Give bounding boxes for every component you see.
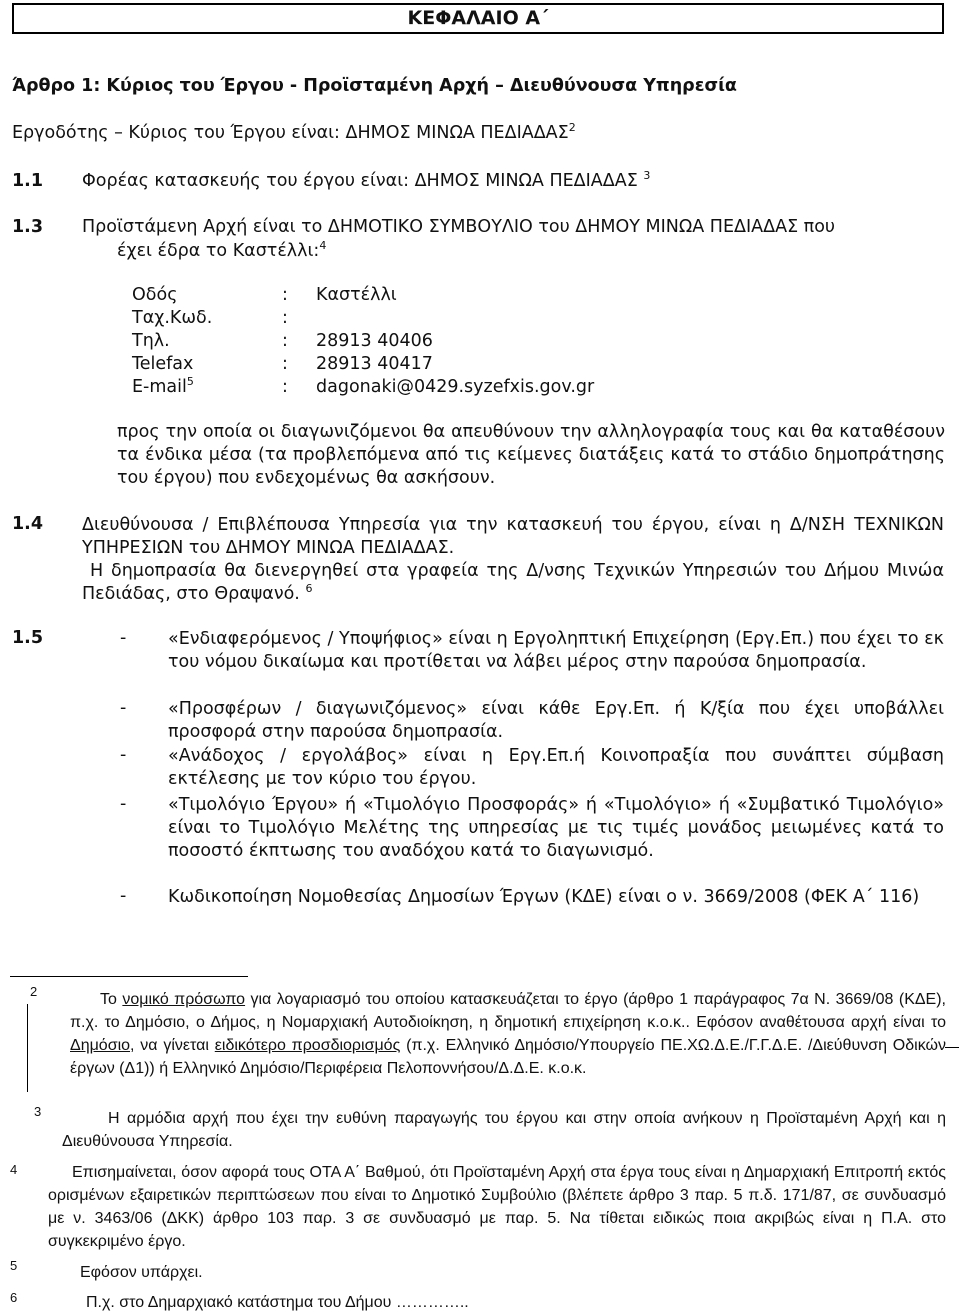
address-colon: : (282, 308, 288, 328)
footnote-ref-2[interactable]: 2 (568, 121, 576, 134)
legal-entity-link[interactable]: νομικό πρόσωπο (122, 991, 246, 1008)
section-1-1-text (82, 171, 650, 191)
section-1-4-text2 (82, 560, 944, 606)
footnote-number-3: 3 (34, 1104, 42, 1119)
footnote-ref-4[interactable]: 4 (319, 239, 327, 252)
specific-designation-link[interactable]: ειδικότερο προσδιορισμός (214, 1037, 401, 1054)
list-dash: - (120, 628, 127, 648)
address-value: 28913 40417 (316, 354, 433, 374)
footnote-number-2: 2 (30, 984, 38, 999)
footnote-6: Π.χ. στο Δημαρχιακό κατάστημα του Δήμου ………….. (86, 1294, 469, 1311)
state-link[interactable]: Δημόσιο (70, 1037, 131, 1054)
footnote-2-text: για λογαριασμό του οποίου κατασκευάζεται το έργο (άρθρο 1 παράγραφος 7α Ν. 3669/08 (ΚΔΕ), π.χ. το Δημόσιο, ο Δήμος, η Νομαρχιακή Αυτοδιοίκηση, η δημοτική επιχείρηση κ.ο.κ.. Εφόσον αναθέτουσα αρχή είναι το (70, 991, 947, 1031)
correspondence-paragraph: προς την οποία οι διαγωνιζόμενοι θα απευθύνουν την αλληλογραφία τους και θα καταθέσουν τα ένδικα μέσα (τα προβλεπόμενα από τις κείμενες διατάξεις κατά το στάδιο δημοπράτησης του έργου) που ενδεχομένως θα ασκήσουν. (117, 422, 945, 488)
email-value[interactable]: dagonaki@0429.syzefxis.gov.gr (316, 377, 595, 397)
address-colon: : (282, 331, 288, 351)
employer-line (12, 123, 576, 143)
address-colon: : (282, 285, 288, 305)
definition-item: Κωδικοποίηση Νομοθεσίας Δημοσίων Έργων (ΚΔΕ) είναι ο ν. 3669/2008 (ΦΕΚ Α΄ 116) (168, 887, 920, 907)
address-value: 28913 40406 (316, 331, 433, 351)
address-key: Telefax (132, 354, 194, 374)
section-1-1-body: Φορέας κατασκευής του έργου είναι: ΔΗΜΟΣ ΜΙΝΩΑ ΠΕΔΙΑΔΑΣ (82, 171, 644, 191)
article-title: Άρθρο 1: Κύριος του Έργου - Προϊσταμένη Αρχή – Διευθύνουσα Υπηρεσία (12, 76, 737, 96)
footnote-ref-6[interactable]: 6 (305, 582, 313, 595)
section-number-1-1: 1.1 (12, 171, 44, 191)
footnote-2-text: (π.χ. Ελληνικό Δημόσιο/Υπουργείο ΠΕ.ΧΩ.Δ.Ε./Γ.Γ.Δ.Ε. /Διεύθυνση Οδικών έργων (Δ1)) ή Ελληνικό Δημόσιο/Περιφέρεια Πελοποννήσου/Δ.Δ.Ε. κ.ο.κ. (70, 1037, 946, 1077)
definition-item: «Τιμολόγιο Έργου» ή «Τιμολόγιο Προσφοράς» ή «Τιμολόγιο» ή «Συμβατικό Τιμολόγιο» είναι το Τιμολόγιο Μελέτης της υπηρεσίας με τις τιμές μονάδος μειωμένες κατά το ποσοστό έκπτωσης του αναδόχου κατά το διαγωνισμό. (168, 795, 944, 861)
address-key: Οδός (132, 285, 178, 305)
list-dash: - (120, 794, 127, 814)
list-dash: - (120, 886, 127, 906)
address-value: Καστέλλι (316, 285, 397, 305)
address-key: Ταχ.Κωδ. (132, 308, 213, 328)
section-1-3-line1: Προϊστάμενη Αρχή είναι το ΔΗΜΟΤΙΚΟ ΣΥΜΒΟΥΛΙΟ του ΔΗΜΟΥ ΜΙΝΩΑ ΠΕΔΙΑΔΑΣ που (82, 217, 836, 237)
section-1-3-line2 (117, 241, 326, 261)
list-dash: - (120, 745, 127, 765)
section-1-4-text: Διευθύνουσα / Επιβλέπουσα Υπηρεσία για την κατασκευή του έργου, είναι η Δ/ΝΣΗ ΤΕΧΝΙΚΩΝ ΥΠΗΡΕΣΙΩΝ του ΔΗΜΟΥ ΜΙΝΩΑ ΠΕΔΙΑΔΑΣ. (82, 515, 944, 558)
definition-item: «Ανάδοχος / εργολάβος» είναι η Εργ.Επ.ή Κοινοπραξία που συνάπτει σύμβαση εκτέλεσης με τον κύριο του έργου. (168, 746, 944, 789)
address-colon: : (282, 377, 288, 397)
footnote-2-text: , να γίνεται (130, 1037, 215, 1054)
definition-item: «Ενδιαφερόμενος / Υποψήφιος» είναι η Εργοληπτική Επιχείρηση (Εργ.Επ.) που έχει το εκ του νόμου δικαίωμα και προτίθεται να λάβει μέρος στην παρούσα δημοπρασία. (168, 629, 944, 672)
address-key: Τηλ. (132, 331, 170, 351)
footnote-number-4: 4 (10, 1162, 18, 1177)
footnote-2 (70, 988, 946, 1080)
address-colon: : (282, 354, 288, 374)
address-key: E-mail$^5$ (132, 375, 194, 397)
section-number-1-5: 1.5 (12, 628, 44, 648)
footnote-5: Εφόσον υπάρχει. (80, 1264, 203, 1281)
footnote-margin-rule (945, 1047, 959, 1048)
section-1-3-line2-text: έχει έδρα το Καστέλλι: (117, 241, 320, 261)
footnote-2-text: Το (100, 991, 123, 1008)
footnote-3: Η αρμόδια αρχή που έχει την ευθύνη παραγωγής του έργου και στην οποία ανήκουν η Προϊσταμένη Αρχή και η Διευθύνουσα Υπηρεσία. (62, 1110, 946, 1150)
footnote-4: Επισημαίνεται, όσον αφορά τους ΟΤΑ Α΄ Βαθμού, ότι Προϊσταμένη Αρχή στα έργα τους είναι η Δημαρχιακή Επιτροπή εκτός ορισμένων εξαιρετικών περιπτώσεων που είναι το Δημοτικό Συμβούλιο (βλέπετε άρθρο 3 παρ. 5 π.δ. 171/87, σε συνδυασμό με ν. 3463/06 (ΔΚΚ) άρθρο 103 παρ. 3 σε συνδυασμό με παρ. 5. Να τίθεται ειδικώς ποια ακριβώς είναι η Π.Α. στο συγκεκριμένο έργο. (48, 1164, 946, 1250)
list-dash: - (120, 698, 127, 718)
section-1-4-text2-body: Η δημοπρασία θα διενεργηθεί στα γραφεία της Δ/νσης Τεχνικών Υπηρεσιών του Δήμου Μινώα Πεδιάδας, στο Θραψανό. (82, 561, 944, 604)
footnote-number-6: 6 (10, 1290, 18, 1305)
section-number-1-4: 1.4 (12, 514, 44, 534)
footnote-ref-3[interactable]: 3 (643, 169, 651, 182)
chapter-title: ΚΕΦΑΛΑΙΟ Α΄ (12, 3, 944, 34)
footnote-number-5: 5 (10, 1258, 18, 1273)
footnote-ref-5[interactable]: 5 (186, 375, 194, 388)
footnote-separator (10, 976, 248, 977)
footnote-border-line (27, 1004, 28, 1092)
employer-text: Εργοδότης – Κύριος του Έργου είναι: ΔΗΜΟΣ ΜΙΝΩΑ ΠΕΔΙΑΔΑΣ (12, 123, 569, 143)
section-number-1-3: 1.3 (12, 217, 44, 237)
definition-item: «Προσφέρων / διαγωνιζόμενος» είναι κάθε Εργ.Επ. ή Κ/ξία που έχει υποβάλλει προσφορά στην παρούσα δημοπρασία. (168, 699, 944, 742)
